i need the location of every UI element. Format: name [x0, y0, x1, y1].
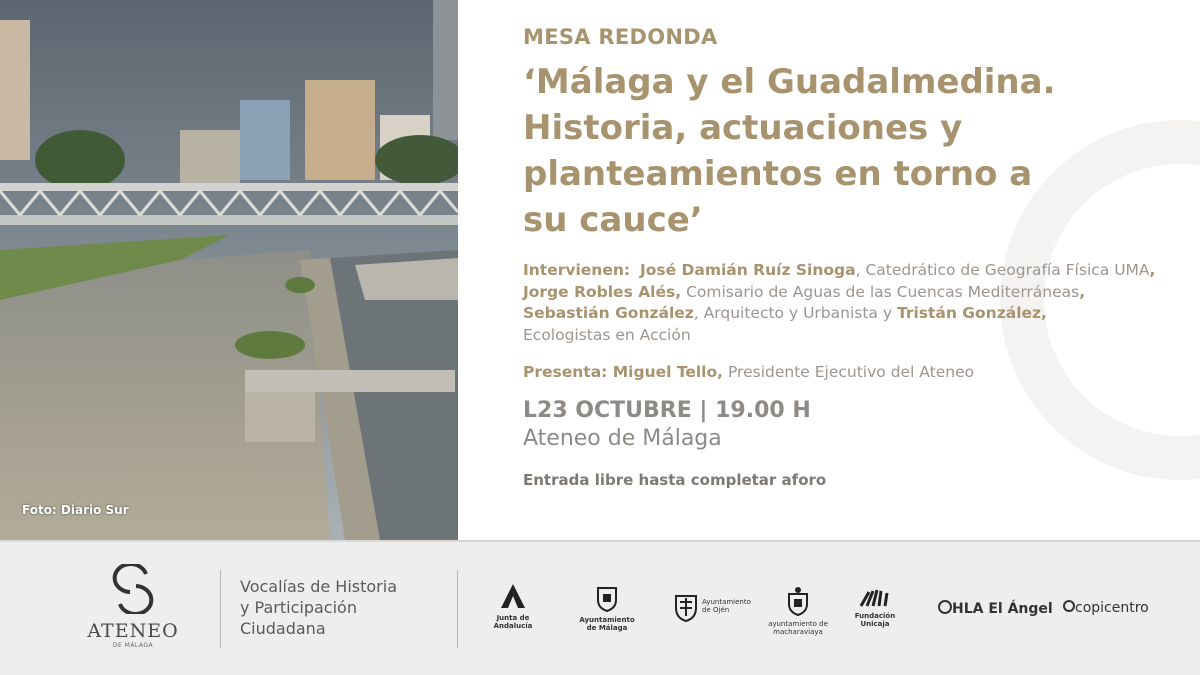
- event-kicker: MESA REDONDA: [523, 25, 718, 49]
- entry-note: Entrada libre hasta completar aforo: [523, 471, 827, 489]
- sponsor-caption: Ayuntamiento: [702, 598, 751, 606]
- ateneo-emblem-icon: [108, 564, 158, 614]
- speaker-role: Ecologistas en Acción: [523, 325, 691, 344]
- event-title: [523, 59, 1183, 243]
- hla-el-angel-logo: [938, 600, 1053, 617]
- sponsor-caption: Fundación: [854, 612, 896, 620]
- event-content: [523, 25, 1183, 489]
- event-date: L23 OCTUBRE | 19.00 H: [523, 398, 811, 423]
- sponsor-caption: Junta de Andalucía: [493, 614, 533, 630]
- ateneo-subtitle: DE MÁLAGA: [112, 642, 154, 649]
- event-title-line: ‘Málaga y el Guadalmedina.: [523, 62, 1056, 102]
- speaker-role: Catedrático de Geografía Física UMA: [865, 261, 1150, 279]
- unicaja-logo: [850, 588, 900, 628]
- speakers-list: Intervienen: José Damián Ruíz Sinoga, Catedrático de Geografía Física UMA, Jorge Robles Alés, Comisario de Aguas de las Cuencas Mediterráneas, Sebastián González, Arquitecto y Urbanista y Tristán González, Ecologistas en Acción: [523, 261, 1156, 344]
- sponsor-caption: de Málaga: [586, 624, 628, 632]
- junta-a-icon: [498, 582, 528, 610]
- unicaja-fan-icon: [857, 588, 893, 608]
- ateneo-name: ATENEO: [87, 620, 179, 642]
- divider: [220, 570, 221, 648]
- sponsors-footer: [0, 540, 1200, 675]
- sponsor-caption: de Ojén: [702, 606, 730, 614]
- ayto-ojen-logo: [674, 592, 754, 622]
- sponsor-caption: Unicaja: [860, 620, 890, 628]
- divider: [457, 570, 458, 648]
- ayto-malaga-logo: [578, 586, 636, 632]
- photo-credit: Foto: Diario Sur: [22, 503, 129, 517]
- vocalias-text: [240, 576, 397, 639]
- hla-circle-icon: [938, 600, 952, 614]
- speaker-role: Comisario de Aguas de las Cuencas Mediterráneas: [686, 282, 1080, 301]
- event-title-line: planteamientos en torno a: [523, 154, 1033, 194]
- presenter-role: Presidente Ejecutivo del Ateneo: [727, 363, 975, 381]
- sponsor-caption: Ayuntamiento: [579, 616, 635, 624]
- vocalias-line: y Participación: [240, 598, 357, 617]
- speakers-intro: Intervienen:: [523, 261, 631, 279]
- speaker-name: Tristán González: [896, 304, 1042, 322]
- ojen-shield-icon: [674, 592, 698, 622]
- speaker-name: José Damián Ruíz Sinoga: [639, 261, 856, 279]
- copicentro-icon: [1063, 600, 1075, 612]
- event-photo: [0, 0, 458, 540]
- river-photo-illustration: [0, 0, 458, 540]
- presenter-name: Presenta: Miguel Tello: [523, 363, 718, 381]
- event-title-line: su cauce’: [523, 200, 703, 240]
- sponsor-caption: HLA El Ángel: [952, 601, 1053, 617]
- vocalias-line: Ciudadana: [240, 619, 326, 638]
- event-title-line: Historia, actuaciones y: [523, 108, 963, 148]
- sponsor-caption: macharaviaya: [773, 628, 823, 636]
- macharaviaya-shield-icon: [787, 586, 809, 616]
- speaker-name: Sebastián González: [523, 304, 694, 322]
- sponsor-caption: copicentro: [1075, 600, 1149, 616]
- copicentro-logo: [1063, 600, 1149, 616]
- vocalias-line: Vocalías de Historia: [240, 577, 397, 596]
- event-venue: Ateneo de Málaga: [523, 426, 722, 451]
- speaker-role: Arquitecto y Urbanista y: [703, 304, 893, 322]
- macharaviaya-logo: [768, 586, 828, 636]
- sponsor-caption: ayuntamiento de: [768, 620, 828, 628]
- speaker-name: Jorge Robles Alés: [523, 282, 676, 301]
- junta-andalucia-logo: [478, 582, 548, 630]
- ateneo-logo: [78, 564, 188, 654]
- presenter: Presenta: Miguel Tello, Presidente Ejecutivo del Ateneo: [523, 363, 975, 381]
- event-info-panel: [458, 0, 1200, 540]
- malaga-shield-icon: [596, 586, 618, 612]
